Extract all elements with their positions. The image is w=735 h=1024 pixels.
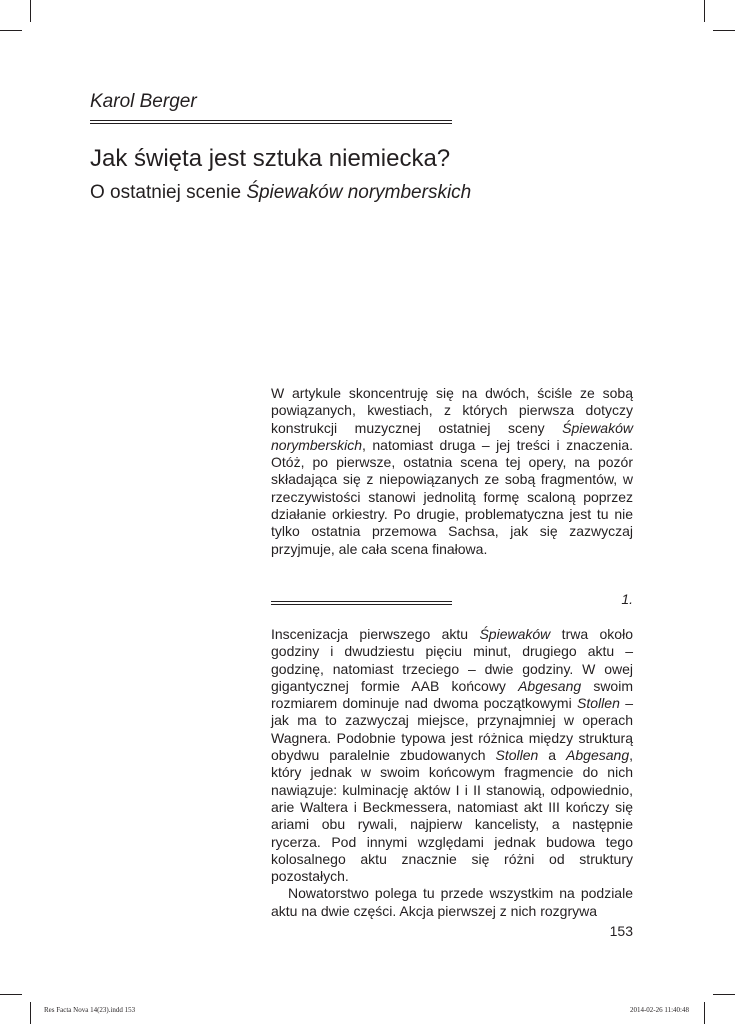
section-double-rule: [271, 601, 452, 605]
crop-mark: [30, 1002, 31, 1024]
text-run: Inscenizacja pierwszego aktu: [271, 626, 480, 642]
text-run: , natomiast druga – jej treści i znaczenia. Otóż, po pierwsze, ostatnia scena tej opery, na pozór składająca się z niepowiązanych ze sobą fragmentów, w rzeczywistości stanowi jednolitą formę scaloną poprzez działanie orkiestry. Po drugie, problematyczna jest tu nie tylko ostatnia przemowa Sachsa, jak się zazwyczaj przyjmuje, ale cała scena finałowa.: [271, 436, 633, 557]
text-run: W artykule skoncentruję się na dwóch, ściśle ze sobą powiązanych, kwestiach, z których pierwsza dotyczy konstrukcji muzycznej ostatniej sceny: [271, 385, 633, 436]
subtitle-prefix: O ostatniej scenie: [90, 182, 247, 203]
text-run: , który jednak w swoim końcowym fragmencie do nich nawiązuje: kulminację aktów I i II stanowią, odpowiednio, arie Waltera i Beckmessera, natomiast akt III kończy się ariami obu rywali, najpierw kancelisty, a następnie rycerza. Pod innymi względami jednak budowa tego kolosalnego aktu znacznie się różni od struktury pozostałych.: [271, 747, 633, 885]
subtitle-work-title: Śpiewaków norymberskich: [246, 182, 472, 203]
crop-mark: [704, 1002, 705, 1024]
crop-mark: [713, 994, 735, 995]
text-run: trwa około godziny i dwudziestu pięciu minut, drugiego aktu – godzinę, natomiast trzeciego – dwie godziny. W owej gigantycznej formie AAB końcowy: [271, 626, 633, 694]
article-title: Jak święta jest sztuka niemiecka?: [90, 145, 451, 172]
body-paragraph: [271, 626, 633, 885]
italic-run: Abgesang: [518, 677, 582, 694]
crop-mark: [30, 0, 31, 22]
section-number: 1.: [621, 591, 633, 607]
italic-run: Stollen: [495, 747, 539, 764]
italic-run: Stollen: [577, 695, 620, 712]
author-name: Karol Berger: [90, 91, 197, 112]
page-number: 153: [609, 923, 633, 939]
abstract: [271, 385, 633, 558]
slug-left: Res Facta Nova 14(23).indd 153: [44, 1006, 136, 1014]
text-run: – jak ma to zazwyczaj miejsce, przynajmniej w operach Wagnera. Podobnie typowa jest różnica między strukturą obydwu paralelnie zbudowanych: [271, 695, 633, 764]
crop-mark: [704, 0, 705, 22]
article-subtitle: [90, 180, 471, 206]
italic-run: Śpiewaków norymberskich: [271, 419, 633, 453]
text-run: swoim rozmiarem dominuje nad dwoma początkowymi: [271, 677, 633, 712]
crop-mark: [713, 30, 735, 31]
italic-run: Śpiewaków: [479, 626, 551, 642]
crop-mark: [0, 994, 22, 995]
crop-mark: [0, 30, 22, 31]
slug-right: 2014-02-26 11:40:48: [629, 1006, 689, 1014]
body-text: [271, 626, 633, 920]
italic-run: Abgesang: [566, 747, 630, 764]
text-run: a: [538, 747, 567, 764]
header-double-rule: [90, 120, 452, 124]
abstract-text: [271, 385, 633, 558]
body-paragraph: Nowatorstwo polega tu przede wszystkim na podziale aktu na dwie części. Akcja pierwszej z nich rozgrywa: [271, 885, 633, 919]
